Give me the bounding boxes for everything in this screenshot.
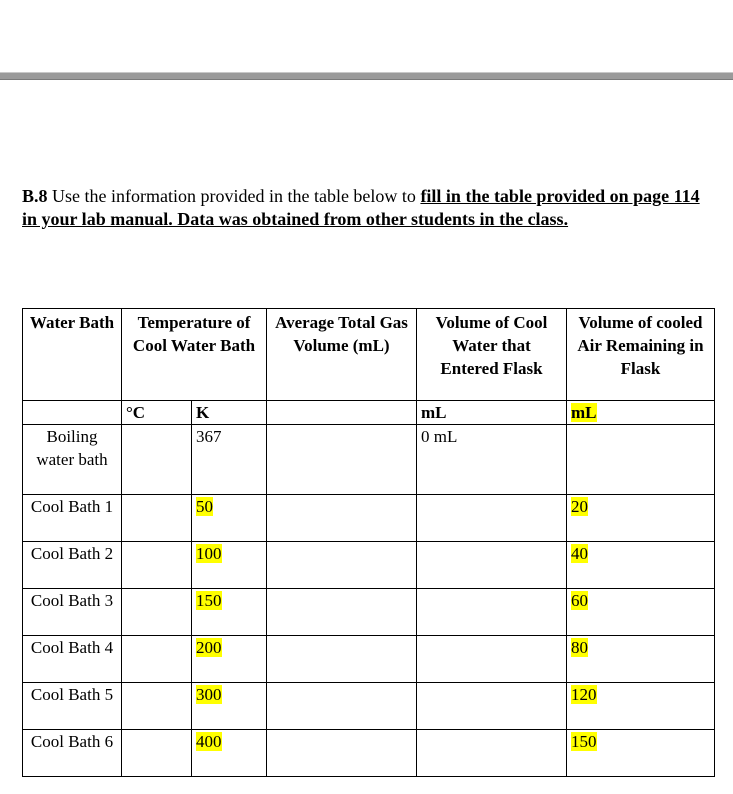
air-value: 150: [571, 732, 597, 751]
celsius-cell: [122, 589, 192, 636]
water-cell: [417, 495, 567, 542]
header-row: [23, 309, 715, 401]
instruction-paragraph: [22, 185, 712, 231]
gas-cell: [267, 589, 417, 636]
data-table: [22, 308, 715, 777]
unit-kelvin: K: [192, 401, 267, 425]
unit-water-ml: mL: [417, 401, 567, 425]
kelvin-value: 50: [196, 497, 213, 516]
kelvin-cell: [192, 542, 267, 589]
air-cell: [567, 683, 715, 730]
air-value: 40: [571, 544, 588, 563]
bath-label: Cool Bath 3: [23, 589, 122, 636]
bath-label: Cool Bath 6: [23, 730, 122, 777]
highlight: mL: [571, 403, 597, 422]
bath-label: Cool Bath 5: [23, 683, 122, 730]
table-row: [23, 542, 715, 589]
gas-cell: [267, 542, 417, 589]
air-cell: [567, 730, 715, 777]
kelvin-value: 150: [196, 591, 222, 610]
air-cell: [567, 636, 715, 683]
bath-label: Cool Bath 1: [23, 495, 122, 542]
celsius-cell: [122, 683, 192, 730]
air-value: 80: [571, 638, 588, 657]
air-value: 20: [571, 497, 588, 516]
table-row: [23, 495, 715, 542]
bath-label: Boiling water bath: [23, 425, 122, 495]
question-number: B.8: [22, 186, 48, 206]
units-empty-cell: [23, 401, 122, 425]
table-row: [23, 730, 715, 777]
water-cell: [417, 730, 567, 777]
air-cell: [567, 542, 715, 589]
water-cell: 0 mL: [417, 425, 567, 495]
air-value: 60: [571, 591, 588, 610]
air-value: 120: [571, 685, 597, 704]
unit-celsius: °C: [122, 401, 192, 425]
air-cell: [567, 425, 715, 495]
air-cell: [567, 495, 715, 542]
celsius-cell: [122, 425, 192, 495]
gas-cell: [267, 425, 417, 495]
horizontal-rule: [0, 72, 733, 80]
water-cell: [417, 589, 567, 636]
header-air-volume: Volume of cooled Air Remaining in Flask: [567, 309, 715, 401]
kelvin-cell: [192, 636, 267, 683]
unit-air-ml: [567, 401, 715, 425]
instruction-text: Use the information provided in the table below to: [47, 186, 421, 206]
table-row: [23, 425, 715, 495]
celsius-cell: [122, 730, 192, 777]
header-temperature: Temperature of Cool Water Bath: [122, 309, 267, 401]
kelvin-value: 200: [196, 638, 222, 657]
header-water-bath: Water Bath: [23, 309, 122, 401]
air-cell: [567, 589, 715, 636]
table-row: [23, 636, 715, 683]
kelvin-value: 300: [196, 685, 222, 704]
kelvin-cell: 367: [192, 425, 267, 495]
kelvin-cell: [192, 495, 267, 542]
gas-cell: [267, 495, 417, 542]
table-row: [23, 683, 715, 730]
celsius-cell: [122, 636, 192, 683]
kelvin-cell: [192, 589, 267, 636]
header-water-volume: Volume of Cool Water that Entered Flask: [417, 309, 567, 401]
water-cell: [417, 683, 567, 730]
gas-cell: [267, 683, 417, 730]
celsius-cell: [122, 542, 192, 589]
table-row: [23, 589, 715, 636]
header-gas-volume: Average Total Gas Volume (mL): [267, 309, 417, 401]
gas-cell: [267, 636, 417, 683]
water-cell: [417, 542, 567, 589]
units-gas-cell: [267, 401, 417, 425]
bath-label: Cool Bath 2: [23, 542, 122, 589]
kelvin-value: 100: [196, 544, 222, 563]
gas-cell: [267, 730, 417, 777]
kelvin-value: 400: [196, 732, 222, 751]
water-cell: [417, 636, 567, 683]
bath-label: Cool Bath 4: [23, 636, 122, 683]
units-row: [23, 401, 715, 425]
celsius-cell: [122, 495, 192, 542]
kelvin-cell: [192, 683, 267, 730]
kelvin-cell: [192, 730, 267, 777]
instruction-underlined-text: fill in the table provided on page 114 in your lab manual. Data was obtained from other students in the class.: [22, 186, 700, 229]
